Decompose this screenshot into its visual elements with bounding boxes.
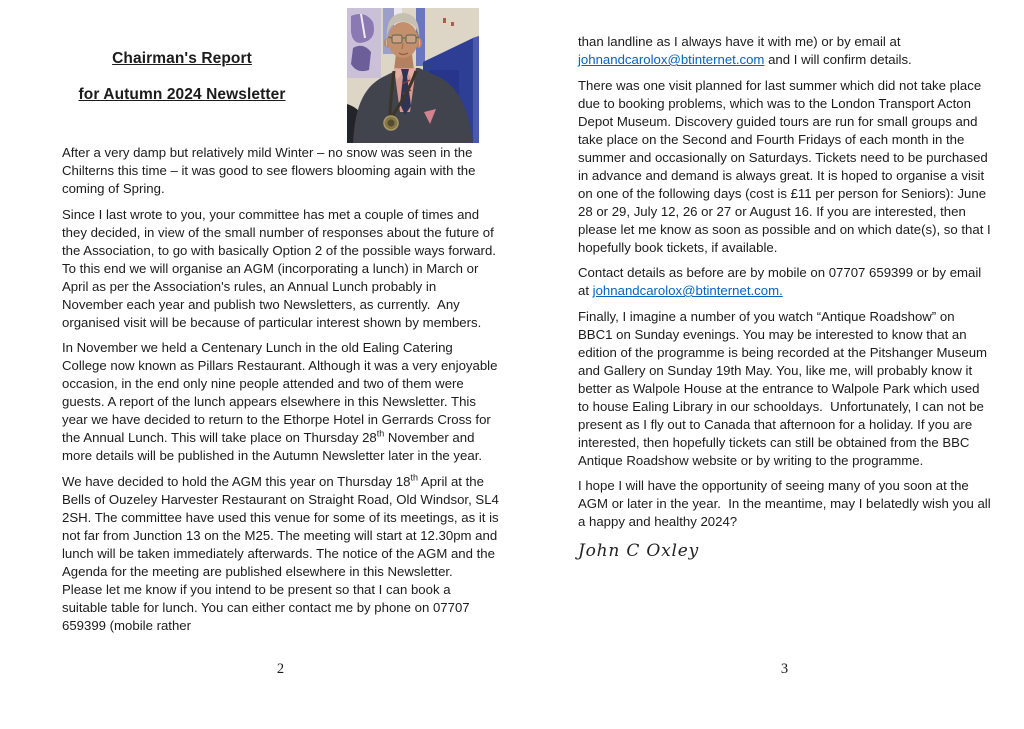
ordinal-superscript: th — [410, 472, 418, 483]
para-right-1-text: than landline as I always have it with me) or by email at — [578, 34, 905, 49]
page-left — [62, 0, 503, 729]
para-left-4-text-cont: April at the Bells of Ouzeley Harvester Restaurant on Straight Road, Old Windsor, SL4 2SH. The committee have used this venue for some of its meetings, as it is not far from Junction 13 on the M25. The meeting will start at 12.30pm and lunch will be taken immediately afterwards. The notice of the AGM and the Agenda for the meeting are published elsewhere in this Newsletter. Please let me know if you intend to be present so that I can book a suitable table for lunch. You can either contact me by phone on 07707 659399 (mobile rather — [62, 473, 503, 633]
para-right-3 — [578, 264, 991, 300]
page-number-left: 2 — [276, 661, 285, 677]
para-right-3-text: Contact details as before are by mobile on 07707 659399 or by email at — [578, 265, 985, 298]
page-right — [578, 0, 995, 729]
wall-art — [347, 8, 381, 78]
chairman-photo — [347, 8, 479, 143]
para-right-4: Finally, I imagine a number of you watch “Antique Roadshow” on BBC1 on Sunday evenings. You may be interested to know that an edition of the programme is being recorded at the Pitshanger Museum and Gallery on Sunday 19th May. You, like me, will probably know it better as Walpole House at the entrance to Walpole Park which used to house Ealing Library in our schooldays. Unfortunately, I can not be present as I fly out to Canada that afternoon for a holiday. If you are interested, then hopefully tickets can still be obtained from the BBC Antique Roadshow website or by writing to the programme. — [578, 308, 991, 468]
para-right-2: There was one visit planned for last summer which did not take place due to booking problems, which was to the London Transport Acton Depot Museum. Discovery guided tours are run for small groups and take place on the Second and Fourth Fridays of each month in the summer and occasionally on Saturdays. Tickets need to be purchased in advance and demand is always great. It is hoped to organise a visit on one of the following days (cost is £11 per person for Seniors): June 28 or 29, July 12, 26 or 27 or August 16. If you are interested, then please let me know as soon as possible and on which date(s), so that I hopefully book tickets, if available. — [578, 77, 995, 255]
para-left-2: Since I last wrote to you, your committee has met a couple of times and they decided, in view of the small number of responses about the future of the Association, to go with basically Option 2 of the possible ways forward. To this end we will organise an AGM (incorporating a lunch) in March or April as per the Association's rules, an Annual Lunch probably in November each year and publish two Newsletters, as currently. Any organised visit will be because of particular interest shown by members. — [62, 206, 500, 330]
report-header — [62, 50, 302, 122]
para-left-3-text: In November we held a Centenary Lunch in the old Ealing Catering College now known as Pillars Restaurant. Although it was a very enjoyable occasion, in the end only nine people attended and two of them were guests. A report of the lunch appears elsewhere in this Newsletter. This year we have decided to return to the Ethorpe Hotel in Gerrards Cross for the Annual Lunch. This will take place on Thursday 28 — [62, 340, 502, 445]
report-title: Chairman's Report — [112, 50, 252, 67]
para-left-3 — [62, 339, 502, 465]
para-left-4 — [62, 472, 503, 635]
para-left-3-text-cont: November and more details will be published in the Autumn Newsletter later in the year. — [62, 430, 483, 463]
report-subtitle: for Autumn 2024 Newsletter — [78, 86, 286, 103]
page-number-right: 3 — [780, 661, 789, 677]
right-page-body — [578, 33, 995, 561]
para-left-4-text: We have decided to hold the AGM this year on Thursday 18 — [62, 473, 411, 489]
ordinal-superscript: th — [376, 428, 385, 439]
para-right-1 — [578, 33, 991, 69]
email-link[interactable]: johnandcarolox@btinternet.com. — [592, 283, 783, 298]
chairman-signature: John C Oxley — [578, 541, 699, 561]
chairman-photo-illustration — [347, 8, 479, 143]
email-link[interactable]: johnandcarolox@btinternet.com — [578, 52, 765, 67]
para-right-1-text-cont: and I will confirm details. — [764, 52, 912, 67]
para-right-5: I hope I will have the opportunity of seeing many of you soon at the AGM or later in the year. In the meantime, may I belatedly wish you all a happy and healthy 2024? — [578, 478, 995, 529]
para-left-1: After a very damp but relatively mild Winter – no snow was seen in the Chilterns this time – it was good to see flowers blooming again with the coming of Spring. — [62, 145, 480, 196]
left-page-body — [62, 144, 503, 642]
